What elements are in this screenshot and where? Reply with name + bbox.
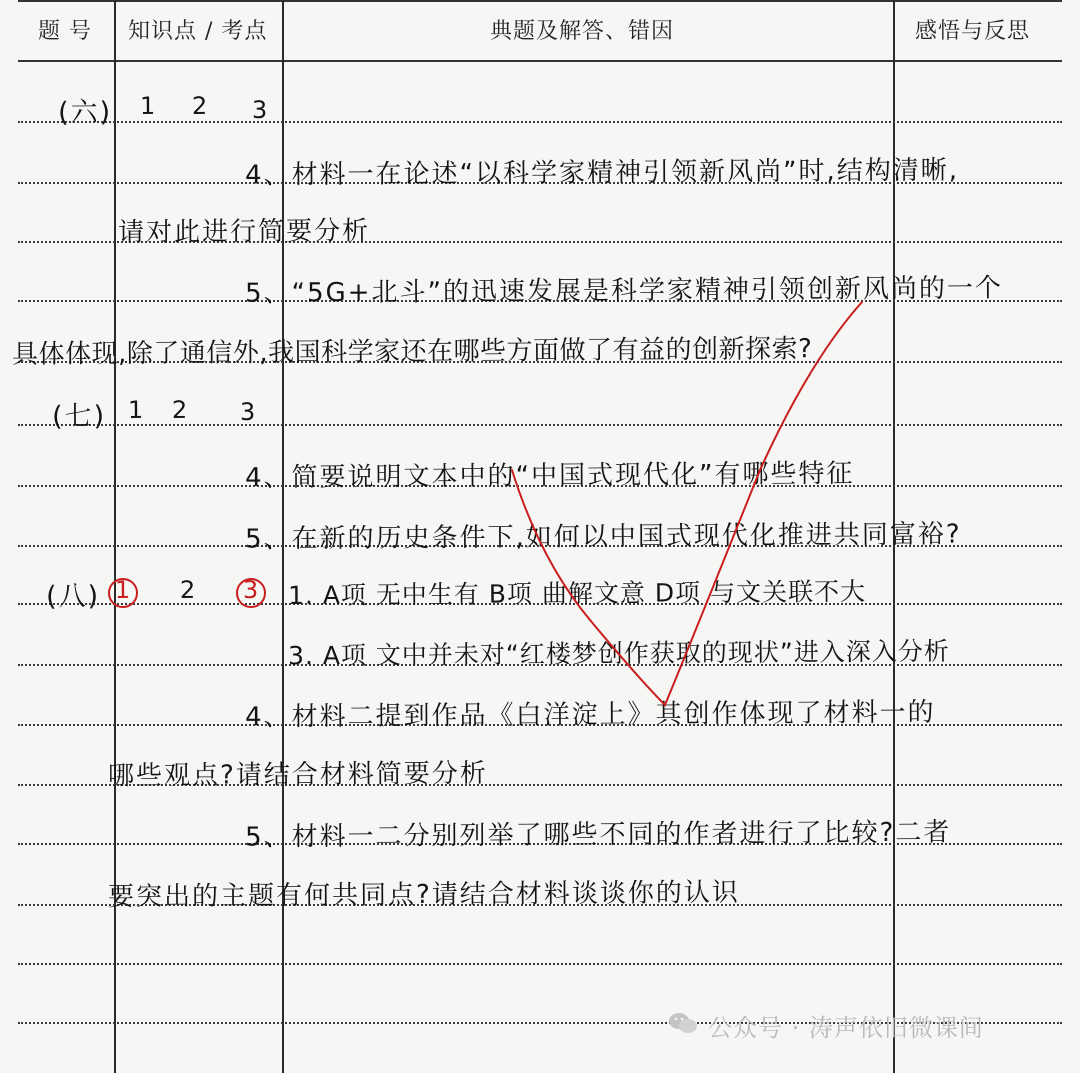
- section-8-answer-1: 1. A项 无中生有 B项 曲解文意 D项 与文关联不大: [287, 576, 867, 611]
- section-6-q5-line1: 5、“5G+北斗”的迅速发展是科学家精神引领创新风尚的一个: [244, 273, 1004, 309]
- section-8-mark-1: 1: [114, 575, 133, 605]
- header-examples: 典题及解答、错因: [490, 19, 675, 44]
- section-8-mark-2: 2: [179, 575, 198, 605]
- header-reflection: 感悟与反思: [915, 19, 1031, 44]
- section-7-q4: 4、简要说明文本中的“中国式现代化”有哪些特征: [244, 458, 855, 494]
- section-8-q5-line2: 要突出的主题有何共同点?请结合材料谈谈你的认识: [107, 877, 740, 913]
- section-6-label: (六): [57, 96, 113, 129]
- section-7-label: (七): [51, 400, 107, 433]
- section-8-q4-line1: 4、材料二提到作品《白洋淀上》其创作体现了材料一的: [244, 697, 936, 733]
- section-7-mark-3: 3: [239, 397, 258, 427]
- section-8-answer-3: 3. A项 文中并未对“红楼梦创作获取的现状”进入深入分析: [287, 636, 950, 671]
- section-6-q4-line1: 4、材料一在论述“以科学家精神引领新风尚”时,结构清晰,: [244, 155, 960, 191]
- section-7-q5: 5、在新的历史条件下,如何以中国式现代化推进共同富裕?: [244, 519, 962, 555]
- section-8-q4-line2: 哪些观点?请结合材料简要分析: [107, 758, 488, 792]
- section-8-mark-3: 3: [242, 575, 261, 605]
- header-knowledge: 知识点 / 考点: [128, 19, 268, 44]
- section-7-mark-1: 1: [127, 395, 146, 425]
- section-6-mark-2: 2: [191, 91, 210, 121]
- section-6-q4-line2: 请对此进行简要分析: [117, 216, 371, 248]
- wechat-icon: [668, 1010, 698, 1036]
- section-6-mark-3: 3: [251, 95, 270, 125]
- section-6-mark-1: 1: [139, 91, 158, 121]
- section-6-q5-line2: 具体体现,除了通信外,我国科学家还在哪些方面做了有益的创新探索?: [11, 334, 813, 370]
- section-7-mark-2: 2: [171, 395, 190, 425]
- section-8-label: (八): [45, 580, 101, 613]
- watermark-text: 公众号 · 涛声依旧微课间: [708, 1014, 984, 1042]
- section-8-q5-line1: 5、材料一二分别列举了哪些不同的作者进行了比较?二者: [244, 817, 952, 853]
- header-number: 题 号: [38, 19, 92, 44]
